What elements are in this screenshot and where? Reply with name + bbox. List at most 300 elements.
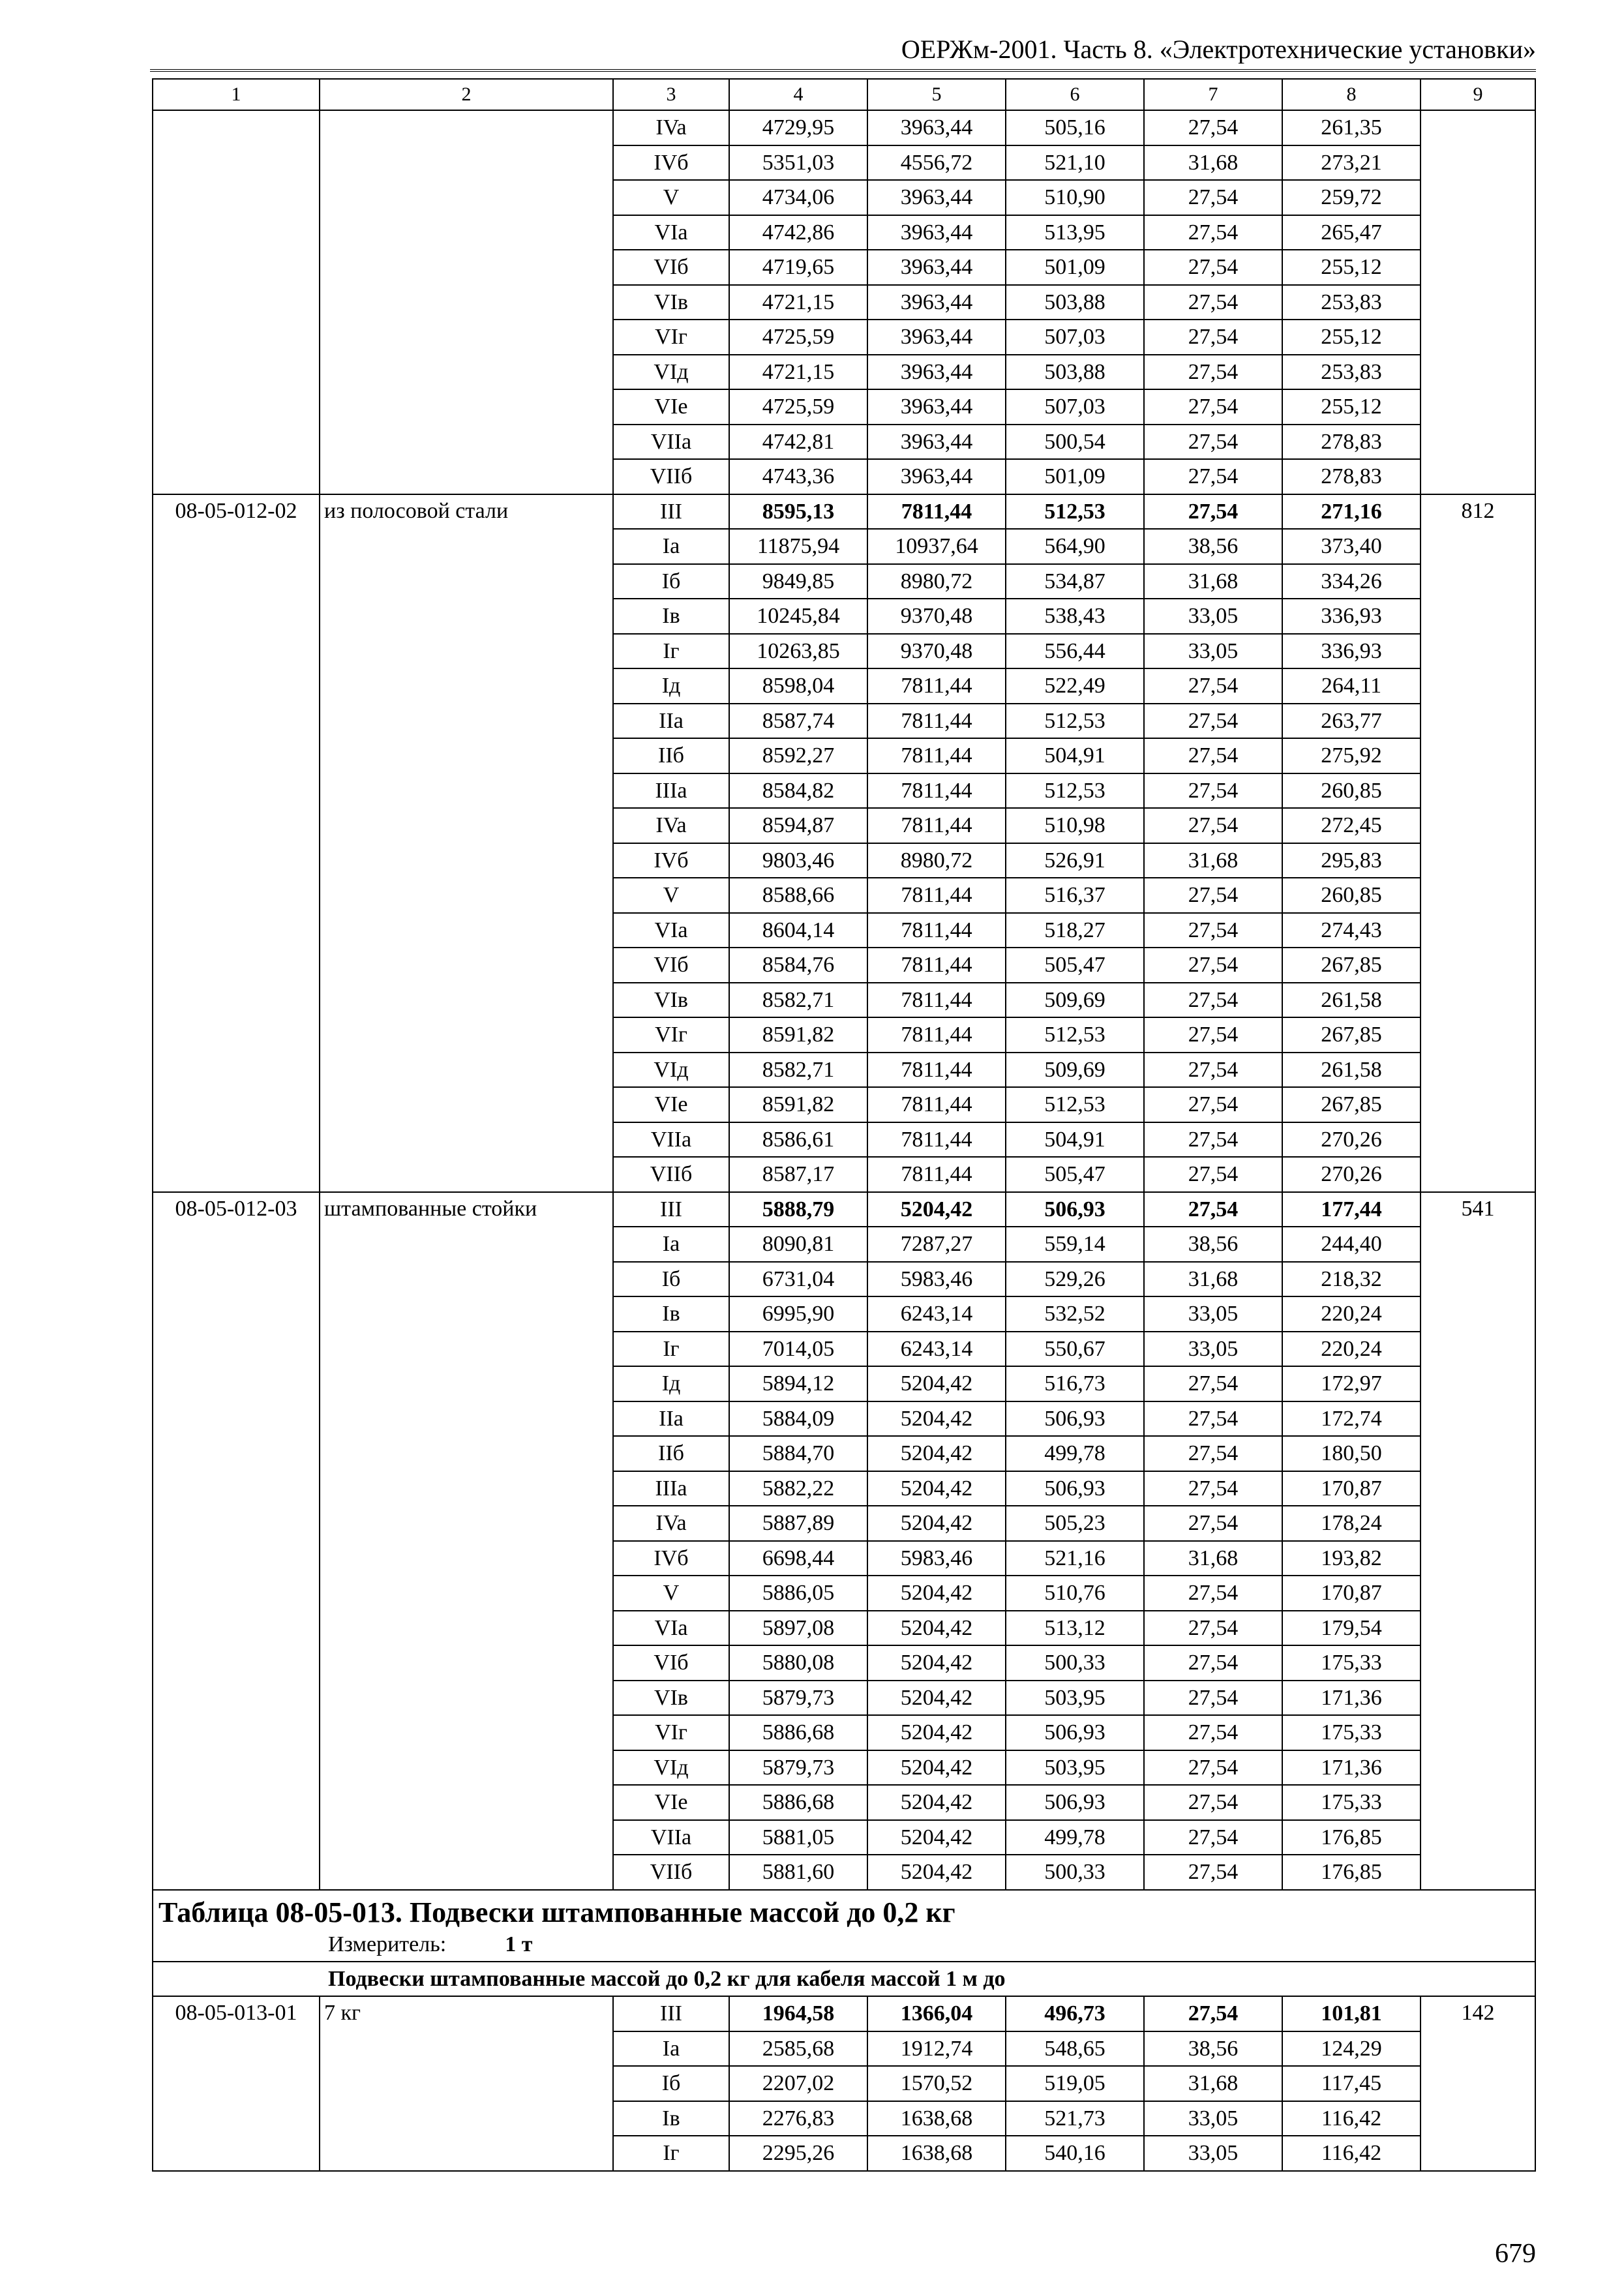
value-cell: 336,93 xyxy=(1282,634,1421,669)
rate-code-cell xyxy=(153,110,320,494)
zone-cell: III xyxy=(613,1192,729,1227)
value-cell: 172,97 xyxy=(1282,1366,1421,1401)
zone-cell: VIб xyxy=(613,948,729,983)
value-cell: 295,83 xyxy=(1282,843,1421,878)
value-cell: 507,03 xyxy=(1006,320,1144,355)
column-9-cell: 541 xyxy=(1421,1192,1535,1890)
value-cell: 5204,42 xyxy=(867,1750,1006,1786)
value-cell: 31,68 xyxy=(1144,843,1282,878)
value-cell: 506,93 xyxy=(1006,1785,1144,1820)
value-cell: 27,54 xyxy=(1144,459,1282,494)
value-cell: 27,54 xyxy=(1144,1715,1282,1750)
value-cell: 27,54 xyxy=(1144,1750,1282,1786)
value-cell: 27,54 xyxy=(1144,704,1282,739)
value-cell: 7811,44 xyxy=(867,1087,1006,1122)
measure-line xyxy=(158,1931,1529,1958)
value-cell: 117,45 xyxy=(1282,2066,1421,2101)
value-cell: 5204,42 xyxy=(867,1715,1006,1750)
value-cell: 507,03 xyxy=(1006,389,1144,425)
column-number-cell: 1 xyxy=(153,79,320,110)
value-cell: 31,68 xyxy=(1144,2066,1282,2101)
value-cell: 33,05 xyxy=(1144,1296,1282,1332)
zone-cell: VIв xyxy=(613,983,729,1018)
value-cell: 500,33 xyxy=(1006,1645,1144,1681)
value-cell: 116,42 xyxy=(1282,2136,1421,2171)
value-cell: 27,54 xyxy=(1144,773,1282,809)
value-cell: 373,40 xyxy=(1282,529,1421,564)
zone-cell: VIг xyxy=(613,1017,729,1053)
zone-cell: IIб xyxy=(613,738,729,773)
value-cell: 5880,08 xyxy=(729,1645,867,1681)
zone-cell: IIIa xyxy=(613,773,729,809)
value-cell: 27,54 xyxy=(1144,878,1282,913)
value-cell: 3963,44 xyxy=(867,285,1006,320)
zone-cell: VIд xyxy=(613,1053,729,1088)
value-cell: 500,54 xyxy=(1006,425,1144,460)
zone-cell: VIIб xyxy=(613,459,729,494)
value-cell: 8598,04 xyxy=(729,668,867,704)
value-cell: 193,82 xyxy=(1282,1541,1421,1576)
zone-cell: VIa xyxy=(613,913,729,948)
value-cell: 4721,15 xyxy=(729,285,867,320)
column-number-cell: 7 xyxy=(1144,79,1282,110)
column-number-cell: 4 xyxy=(729,79,867,110)
value-cell: 261,35 xyxy=(1282,110,1421,145)
value-cell: 4556,72 xyxy=(867,145,1006,181)
value-cell: 27,54 xyxy=(1144,738,1282,773)
value-cell: 33,05 xyxy=(1144,2101,1282,2136)
value-cell: 2585,68 xyxy=(729,2031,867,2067)
column-9-cell: 812 xyxy=(1421,494,1535,1192)
value-cell: 7287,27 xyxy=(867,1227,1006,1262)
value-cell: 27,54 xyxy=(1144,1576,1282,1611)
zone-cell: Iб xyxy=(613,1262,729,1297)
value-cell: 27,54 xyxy=(1144,110,1282,145)
value-cell: 5888,79 xyxy=(729,1192,867,1227)
value-cell: 521,16 xyxy=(1006,1541,1144,1576)
value-cell: 6698,44 xyxy=(729,1541,867,1576)
zone-cell: IVa xyxy=(613,1506,729,1541)
value-cell: 513,95 xyxy=(1006,215,1144,250)
value-cell: 27,54 xyxy=(1144,355,1282,390)
zone-cell: III xyxy=(613,494,729,530)
value-cell: 8584,76 xyxy=(729,948,867,983)
value-cell: 8588,66 xyxy=(729,878,867,913)
value-cell: 267,85 xyxy=(1282,1087,1421,1122)
value-cell: 4729,95 xyxy=(729,110,867,145)
value-cell: 513,12 xyxy=(1006,1611,1144,1646)
zone-cell: Iб xyxy=(613,564,729,599)
value-cell: 33,05 xyxy=(1144,599,1282,634)
value-cell: 8592,27 xyxy=(729,738,867,773)
value-cell: 8591,82 xyxy=(729,1087,867,1122)
value-cell: 8587,17 xyxy=(729,1157,867,1192)
value-cell: 175,33 xyxy=(1282,1715,1421,1750)
value-cell: 532,52 xyxy=(1006,1296,1144,1332)
value-cell: 101,81 xyxy=(1282,1996,1421,2031)
value-cell: 512,53 xyxy=(1006,773,1144,809)
value-cell: 510,76 xyxy=(1006,1576,1144,1611)
column-number-row xyxy=(153,79,1535,110)
value-cell: 8586,61 xyxy=(729,1122,867,1158)
value-cell: 272,45 xyxy=(1282,808,1421,843)
value-cell: 506,93 xyxy=(1006,1401,1144,1437)
value-cell: 534,87 xyxy=(1006,564,1144,599)
value-cell: 8584,82 xyxy=(729,773,867,809)
value-cell: 10263,85 xyxy=(729,634,867,669)
value-cell: 27,54 xyxy=(1144,1017,1282,1053)
value-cell: 27,54 xyxy=(1144,1122,1282,1158)
value-cell: 175,33 xyxy=(1282,1785,1421,1820)
value-cell: 7811,44 xyxy=(867,948,1006,983)
value-cell: 27,54 xyxy=(1144,808,1282,843)
value-cell: 5879,73 xyxy=(729,1750,867,1786)
value-cell: 505,23 xyxy=(1006,1506,1144,1541)
value-cell: 6995,90 xyxy=(729,1296,867,1332)
value-cell: 7811,44 xyxy=(867,1157,1006,1192)
value-cell: 8090,81 xyxy=(729,1227,867,1262)
value-cell: 27,54 xyxy=(1144,1645,1282,1681)
value-cell: 27,54 xyxy=(1144,948,1282,983)
section-subheading-row xyxy=(153,1962,1535,1997)
value-cell: 559,14 xyxy=(1006,1227,1144,1262)
value-cell: 4734,06 xyxy=(729,180,867,215)
value-cell: 505,47 xyxy=(1006,948,1144,983)
value-cell: 5886,68 xyxy=(729,1715,867,1750)
value-cell: 220,24 xyxy=(1282,1296,1421,1332)
zone-cell: IIIa xyxy=(613,1471,729,1506)
value-cell: 176,85 xyxy=(1282,1820,1421,1855)
value-cell: 3963,44 xyxy=(867,389,1006,425)
zone-cell: VIe xyxy=(613,1087,729,1122)
value-cell: 5204,42 xyxy=(867,1366,1006,1401)
zone-cell: VIe xyxy=(613,389,729,425)
value-cell: 27,54 xyxy=(1144,285,1282,320)
value-cell: 512,53 xyxy=(1006,1017,1144,1053)
value-cell: 4719,65 xyxy=(729,250,867,285)
column-number-cell: 8 xyxy=(1282,79,1421,110)
zone-cell: VIa xyxy=(613,215,729,250)
value-cell: 172,74 xyxy=(1282,1401,1421,1437)
value-cell: 5204,42 xyxy=(867,1611,1006,1646)
value-cell: 171,36 xyxy=(1282,1681,1421,1716)
value-cell: 3963,44 xyxy=(867,320,1006,355)
value-cell: 27,54 xyxy=(1144,425,1282,460)
zone-cell: Ia xyxy=(613,1227,729,1262)
value-cell: 31,68 xyxy=(1144,1541,1282,1576)
value-cell: 4725,59 xyxy=(729,389,867,425)
value-cell: 5886,05 xyxy=(729,1576,867,1611)
value-cell: 501,09 xyxy=(1006,250,1144,285)
value-cell: 275,92 xyxy=(1282,738,1421,773)
value-cell: 2276,83 xyxy=(729,2101,867,2136)
running-header: ОЕРЖм-2001. Часть 8. «Электротехнические установки» xyxy=(150,34,1536,72)
value-cell: 27,54 xyxy=(1144,180,1282,215)
zone-cell: V xyxy=(613,1576,729,1611)
value-cell: 38,56 xyxy=(1144,529,1282,564)
value-cell: 1912,74 xyxy=(867,2031,1006,2067)
value-cell: 7811,44 xyxy=(867,738,1006,773)
table-row xyxy=(153,1996,1535,2031)
value-cell: 3963,44 xyxy=(867,459,1006,494)
table-row xyxy=(153,110,1535,145)
zone-cell: III xyxy=(613,1996,729,2031)
value-cell: 501,09 xyxy=(1006,459,1144,494)
value-cell: 5204,42 xyxy=(867,1506,1006,1541)
value-cell: 255,12 xyxy=(1282,250,1421,285)
value-cell: 7811,44 xyxy=(867,878,1006,913)
value-cell: 5881,05 xyxy=(729,1820,867,1855)
value-cell: 27,54 xyxy=(1144,1087,1282,1122)
value-cell: 8587,74 xyxy=(729,704,867,739)
value-cell: 8594,87 xyxy=(729,808,867,843)
value-cell: 4742,81 xyxy=(729,425,867,460)
value-cell: 5897,08 xyxy=(729,1611,867,1646)
value-cell: 27,54 xyxy=(1144,668,1282,704)
value-cell: 3963,44 xyxy=(867,425,1006,460)
value-cell: 2207,02 xyxy=(729,2066,867,2101)
value-cell: 1638,68 xyxy=(867,2136,1006,2171)
value-cell: 260,85 xyxy=(1282,878,1421,913)
value-cell: 27,54 xyxy=(1144,494,1282,530)
zone-cell: VIб xyxy=(613,250,729,285)
value-cell: 510,90 xyxy=(1006,180,1144,215)
section-subheading: Подвески штампованные массой до 0,2 кг для кабеля массой 1 м до xyxy=(153,1962,1535,1997)
value-cell: 31,68 xyxy=(1144,1262,1282,1297)
value-cell: 1366,04 xyxy=(867,1996,1006,2031)
value-cell: 27,54 xyxy=(1144,1366,1282,1401)
zone-cell: Iг xyxy=(613,634,729,669)
value-cell: 9803,46 xyxy=(729,843,867,878)
value-cell: 5886,68 xyxy=(729,1785,867,1820)
value-cell: 6243,14 xyxy=(867,1296,1006,1332)
value-cell: 512,53 xyxy=(1006,494,1144,530)
value-cell: 5351,03 xyxy=(729,145,867,181)
value-cell: 5204,42 xyxy=(867,1855,1006,1890)
value-cell: 27,54 xyxy=(1144,215,1282,250)
value-cell: 504,91 xyxy=(1006,738,1144,773)
value-cell: 264,11 xyxy=(1282,668,1421,704)
value-cell: 516,73 xyxy=(1006,1366,1144,1401)
value-cell: 261,58 xyxy=(1282,1053,1421,1088)
value-cell: 27,54 xyxy=(1144,1785,1282,1820)
value-cell: 253,83 xyxy=(1282,355,1421,390)
value-cell: 27,54 xyxy=(1144,250,1282,285)
value-cell: 529,26 xyxy=(1006,1262,1144,1297)
value-cell: 5204,42 xyxy=(867,1645,1006,1681)
column-number-cell: 6 xyxy=(1006,79,1144,110)
column-9-cell: 142 xyxy=(1421,1996,1535,2171)
value-cell: 5204,42 xyxy=(867,1401,1006,1437)
value-cell: 27,54 xyxy=(1144,1506,1282,1541)
value-cell: 259,72 xyxy=(1282,180,1421,215)
value-cell: 177,44 xyxy=(1282,1192,1421,1227)
value-cell: 5204,42 xyxy=(867,1192,1006,1227)
zone-cell: IVa xyxy=(613,808,729,843)
value-cell: 4721,15 xyxy=(729,355,867,390)
value-cell: 505,47 xyxy=(1006,1157,1144,1192)
value-cell: 5204,42 xyxy=(867,1436,1006,1471)
value-cell: 176,85 xyxy=(1282,1855,1421,1890)
value-cell: 5881,60 xyxy=(729,1855,867,1890)
value-cell: 5204,42 xyxy=(867,1471,1006,1506)
value-cell: 7014,05 xyxy=(729,1332,867,1367)
value-cell: 5983,46 xyxy=(867,1541,1006,1576)
value-cell: 179,54 xyxy=(1282,1611,1421,1646)
zone-cell: Iв xyxy=(613,1296,729,1332)
value-cell: 27,54 xyxy=(1144,1157,1282,1192)
value-cell: 8980,72 xyxy=(867,843,1006,878)
zone-cell: VIд xyxy=(613,355,729,390)
value-cell: 521,10 xyxy=(1006,145,1144,181)
zone-cell: IVб xyxy=(613,1541,729,1576)
value-cell: 31,68 xyxy=(1144,564,1282,599)
measure-label: Измеритель: xyxy=(328,1932,447,1956)
value-cell: 3963,44 xyxy=(867,215,1006,250)
value-cell: 550,67 xyxy=(1006,1332,1144,1367)
value-cell: 1638,68 xyxy=(867,2101,1006,2136)
rate-code-cell: 08-05-012-02 xyxy=(153,494,320,1192)
zone-cell: VIIa xyxy=(613,425,729,460)
value-cell: 4742,86 xyxy=(729,215,867,250)
value-cell: 518,27 xyxy=(1006,913,1144,948)
zone-cell: IIб xyxy=(613,1436,729,1471)
column-number-cell: 9 xyxy=(1421,79,1535,110)
zone-cell: VIIб xyxy=(613,1157,729,1192)
value-cell: 5882,22 xyxy=(729,1471,867,1506)
value-cell: 5894,12 xyxy=(729,1366,867,1401)
value-cell: 171,36 xyxy=(1282,1750,1421,1786)
value-cell: 526,91 xyxy=(1006,843,1144,878)
value-cell: 7811,44 xyxy=(867,1122,1006,1158)
value-cell: 8591,82 xyxy=(729,1017,867,1053)
value-cell: 7811,44 xyxy=(867,913,1006,948)
value-cell: 503,88 xyxy=(1006,285,1144,320)
value-cell: 27,54 xyxy=(1144,1996,1282,2031)
value-cell: 6243,14 xyxy=(867,1332,1006,1367)
zone-cell: IVб xyxy=(613,145,729,181)
value-cell: 8582,71 xyxy=(729,1053,867,1088)
value-cell: 512,53 xyxy=(1006,704,1144,739)
value-cell: 220,24 xyxy=(1282,1332,1421,1367)
zone-cell: Ia xyxy=(613,2031,729,2067)
value-cell: 7811,44 xyxy=(867,668,1006,704)
value-cell: 3963,44 xyxy=(867,180,1006,215)
value-cell: 510,98 xyxy=(1006,808,1144,843)
value-cell: 27,54 xyxy=(1144,1471,1282,1506)
value-cell: 7811,44 xyxy=(867,1053,1006,1088)
value-cell: 27,54 xyxy=(1144,1053,1282,1088)
value-cell: 38,56 xyxy=(1144,2031,1282,2067)
zone-cell: Iг xyxy=(613,2136,729,2171)
value-cell: 5204,42 xyxy=(867,1576,1006,1611)
zone-cell: Iв xyxy=(613,2101,729,2136)
value-cell: 503,88 xyxy=(1006,355,1144,390)
value-cell: 521,73 xyxy=(1006,2101,1144,2136)
rate-name-cell: 7 кг xyxy=(320,1996,613,2171)
value-cell: 33,05 xyxy=(1144,2136,1282,2171)
zone-cell: IIa xyxy=(613,704,729,739)
value-cell: 506,93 xyxy=(1006,1715,1144,1750)
value-cell: 5887,89 xyxy=(729,1506,867,1541)
value-cell: 540,16 xyxy=(1006,2136,1144,2171)
value-cell: 7811,44 xyxy=(867,1017,1006,1053)
rate-name-cell xyxy=(320,110,613,494)
value-cell: 5983,46 xyxy=(867,1262,1006,1297)
value-cell: 5879,73 xyxy=(729,1681,867,1716)
value-cell: 509,69 xyxy=(1006,983,1144,1018)
zone-cell: VIб xyxy=(613,1645,729,1681)
value-cell: 10937,64 xyxy=(867,529,1006,564)
value-cell: 124,29 xyxy=(1282,2031,1421,2067)
value-cell: 504,91 xyxy=(1006,1122,1144,1158)
value-cell: 27,54 xyxy=(1144,1401,1282,1437)
table-title: Таблица 08-05-013. Подвески штампованные массой до 0,2 кг xyxy=(158,1896,955,1928)
value-cell: 500,33 xyxy=(1006,1855,1144,1890)
value-cell: 8595,13 xyxy=(729,494,867,530)
value-cell: 496,73 xyxy=(1006,1996,1144,2031)
value-cell: 218,32 xyxy=(1282,1262,1421,1297)
value-cell: 5884,70 xyxy=(729,1436,867,1471)
page-number: 679 xyxy=(1495,2239,1536,2269)
value-cell: 278,83 xyxy=(1282,459,1421,494)
value-cell: 261,58 xyxy=(1282,983,1421,1018)
zone-cell: VIIa xyxy=(613,1820,729,1855)
value-cell: 8980,72 xyxy=(867,564,1006,599)
value-cell: 116,42 xyxy=(1282,2101,1421,2136)
zone-cell: Iб xyxy=(613,2066,729,2101)
value-cell: 3963,44 xyxy=(867,355,1006,390)
zone-cell: VIв xyxy=(613,285,729,320)
value-cell: 538,43 xyxy=(1006,599,1144,634)
value-cell: 33,05 xyxy=(1144,634,1282,669)
value-cell: 27,54 xyxy=(1144,1681,1282,1716)
value-cell: 11875,94 xyxy=(729,529,867,564)
value-cell: 334,26 xyxy=(1282,564,1421,599)
zone-cell: Iг xyxy=(613,1332,729,1367)
zone-cell: VIIб xyxy=(613,1855,729,1890)
value-cell: 10245,84 xyxy=(729,599,867,634)
zone-cell: VIIa xyxy=(613,1122,729,1158)
value-cell: 273,21 xyxy=(1282,145,1421,181)
value-cell: 260,85 xyxy=(1282,773,1421,809)
value-cell: 7811,44 xyxy=(867,983,1006,1018)
rate-name-cell: из полосовой стали xyxy=(320,494,613,1192)
zone-cell: VIг xyxy=(613,1715,729,1750)
value-cell: 27,54 xyxy=(1144,1192,1282,1227)
zone-cell: IVб xyxy=(613,843,729,878)
value-cell: 8582,71 xyxy=(729,983,867,1018)
value-cell: 31,68 xyxy=(1144,145,1282,181)
value-cell: 271,16 xyxy=(1282,494,1421,530)
value-cell: 253,83 xyxy=(1282,285,1421,320)
value-cell: 9370,48 xyxy=(867,634,1006,669)
value-cell: 27,54 xyxy=(1144,913,1282,948)
value-cell: 3963,44 xyxy=(867,110,1006,145)
value-cell: 27,54 xyxy=(1144,1820,1282,1855)
value-cell: 255,12 xyxy=(1282,389,1421,425)
value-cell: 6731,04 xyxy=(729,1262,867,1297)
value-cell: 512,53 xyxy=(1006,1087,1144,1122)
value-cell: 180,50 xyxy=(1282,1436,1421,1471)
zone-cell: Iд xyxy=(613,668,729,704)
rate-code-cell: 08-05-013-01 xyxy=(153,1996,320,2171)
value-cell: 5204,42 xyxy=(867,1681,1006,1716)
measure-unit: 1 т xyxy=(505,1932,533,1956)
value-cell: 522,49 xyxy=(1006,668,1144,704)
zone-cell: Iв xyxy=(613,599,729,634)
value-cell: 270,26 xyxy=(1282,1157,1421,1192)
